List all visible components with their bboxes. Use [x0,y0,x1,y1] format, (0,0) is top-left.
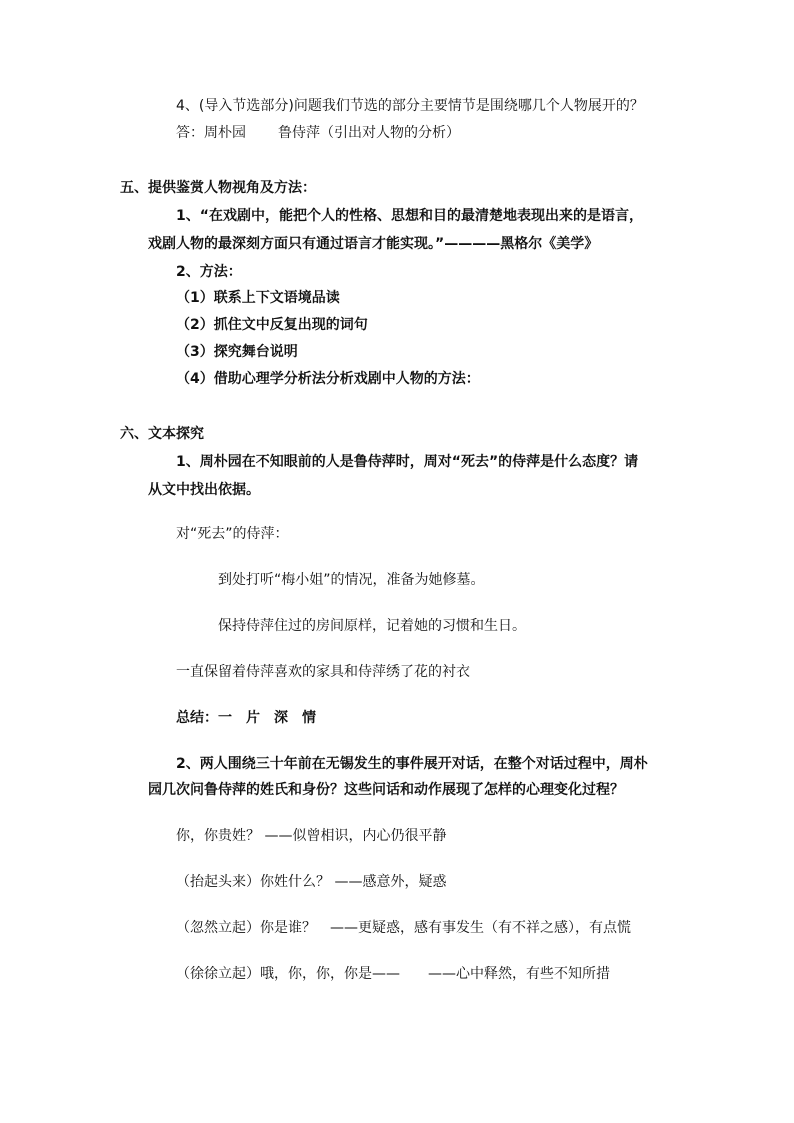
dialogue-line-1: 你，你贵姓？ ——似曾相识，内心仍很平静 [176,828,447,844]
section5-item2: 2、方法： [176,264,242,280]
q4-question: 4、(导入节选部分)问题我们节选的部分主要情节是围绕哪几个人物展开的？ [176,98,644,114]
dialogue-line-2: （抬起头来）你姓什么？ ——感意外，疑惑 [176,874,447,890]
section5-heading: 五、提供鉴赏人物视角及方法： [120,180,316,196]
method-item-1: （1）联系上下文语境品读 [176,290,340,306]
dialogue-line-3: （忽然立起）你是谁？ ——更疑惑，感有事发生（有不祥之感），有点慌 [176,920,631,936]
method-item-4: （4）借助心理学分析法分析戏剧中人物的方法： [176,371,480,387]
section6-q1-line2: 从文中找出依据。 [148,482,260,498]
evidence-3: 一直保留着侍萍喜欢的家具和侍萍绣了花的衬衣 [176,664,470,680]
section6-q2-line1: 2、两人围绕三十年前在无锡发生的事件展开对话，在整个对话过程中，周朴 [176,756,648,772]
evidence-2: 保持侍萍住过的房间原样，记着她的习惯和生日。 [218,618,526,634]
q4-answer [176,123,460,143]
method-item-3: （3）探究舞台说明 [176,344,298,360]
section6-heading: 六、文本探究 [120,426,204,442]
section5-item1-line1: 1、“在戏剧中，能把个人的性格、思想和目的最清楚地表现出来的是语言， [176,208,643,224]
method-item-2: （2）抓住文中反复出现的词句 [176,317,368,333]
q4-answer-rest: 鲁侍萍（引出对人物的分析） [278,125,460,141]
evidence-1: 到处打听“梅小姐”的情况，准备为她修墓。 [218,572,485,588]
attitude-intro: 对“死去”的侍萍： [176,526,289,542]
summary: 总结：一 片 深 情 [176,710,316,726]
q4-answer-prefix: 答：周朴园 [176,125,246,141]
section6-q1-line1: 1、周朴园在不知眼前的人是鲁侍萍时，周对“死去”的侍萍是什么态度？请 [176,454,639,470]
section6-q2-line2: 园几次问鲁侍萍的姓氏和身份？这些问话和动作展现了怎样的心理变化过程？ [148,782,624,798]
dialogue-line-4: （徐徐立起）哦，你，你，你是—— ——心中释然，有些不知所措 [176,966,610,982]
section5-item1-line2: 戏剧人物的最深刻方面只有通过语言才能实现。”————黑格尔《美学》 [148,236,599,252]
